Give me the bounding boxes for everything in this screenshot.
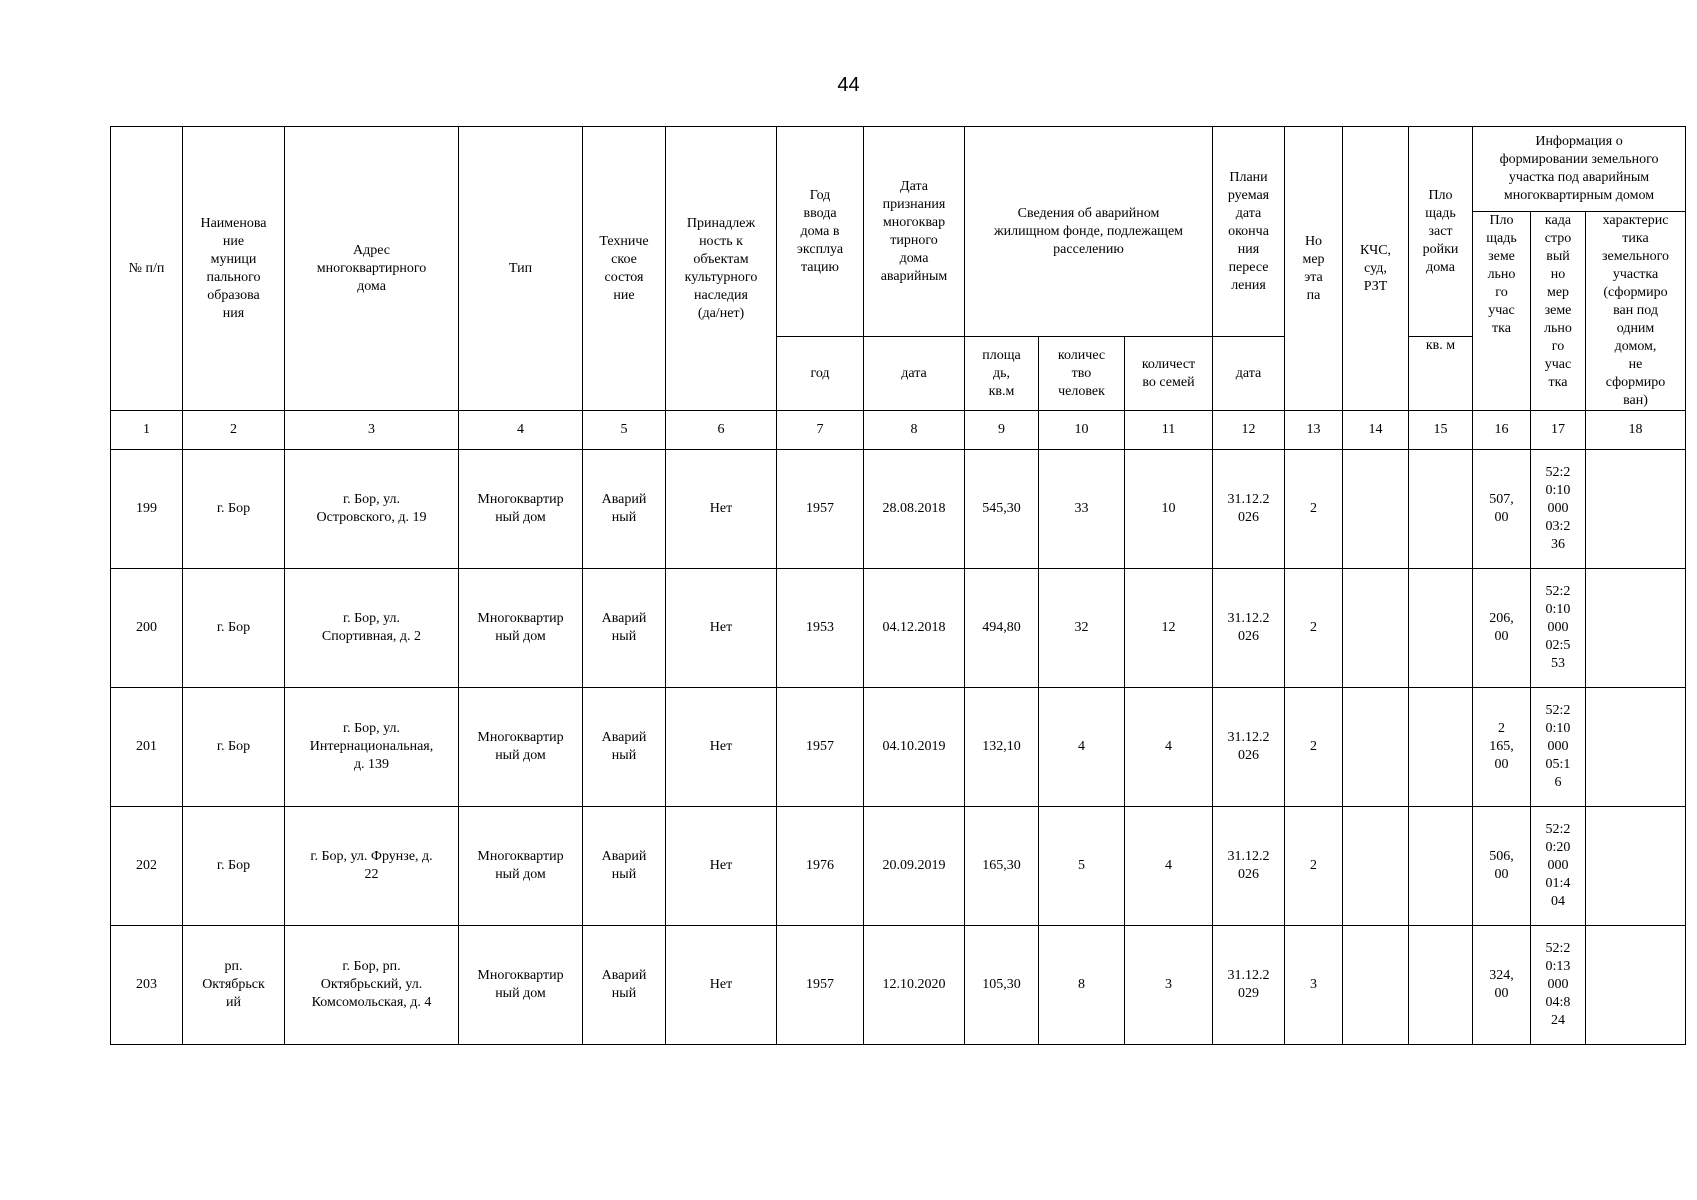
people-cell: 8 (1039, 926, 1125, 1045)
municipality-cell: г. Бор (183, 807, 285, 926)
address-cell: г. Бор, ул. Островского, д. 19 (285, 450, 459, 569)
cadastral-cell: 52:2 0:10 000 02:5 53 (1531, 569, 1586, 688)
table-row (111, 926, 1686, 1045)
type-cell: Многоквартир ный дом (459, 450, 583, 569)
land-characteristic-cell (1586, 569, 1686, 688)
column-number: 11 (1125, 411, 1213, 450)
area-cell: 545,30 (965, 450, 1039, 569)
address-cell: г. Бор, ул. Спортивная, д. 2 (285, 569, 459, 688)
stage-cell: 2 (1285, 450, 1343, 569)
date-cell: 12.10.2020 (864, 926, 965, 1045)
building-area-cell (1409, 569, 1473, 688)
column-number: 17 (1531, 411, 1586, 450)
header-sub-year: год (777, 337, 864, 411)
land-area-cell: 507, 00 (1473, 450, 1531, 569)
municipality-cell: г. Бор (183, 569, 285, 688)
stage-cell: 3 (1285, 926, 1343, 1045)
year-cell: 1957 (777, 688, 864, 807)
type-cell: Многоквартир ный дом (459, 807, 583, 926)
land-characteristic-cell (1586, 450, 1686, 569)
cadastral-cell: 52:2 0:13 000 04:8 24 (1531, 926, 1586, 1045)
header-kchs: КЧС, суд, РЗТ (1343, 127, 1409, 411)
table-row (111, 688, 1686, 807)
municipality-cell: рп. Октябрьск ий (183, 926, 285, 1045)
state-cell: Аварий ный (583, 450, 666, 569)
column-number: 12 (1213, 411, 1285, 450)
column-number: 2 (183, 411, 285, 450)
header-land-characteristic: характерис тика земельного участка (сформиро ван под одним домом, не сформиро ван) (1586, 212, 1686, 411)
header-sub-families: количест во семей (1125, 337, 1213, 411)
families-cell: 12 (1125, 569, 1213, 688)
people-cell: 5 (1039, 807, 1125, 926)
land-characteristic-cell (1586, 807, 1686, 926)
municipality-cell: г. Бор (183, 450, 285, 569)
year-cell: 1957 (777, 926, 864, 1045)
column-number: 7 (777, 411, 864, 450)
header-tech-state: Техниче ское состоя ние (583, 127, 666, 411)
building-area-cell (1409, 926, 1473, 1045)
land-area-cell: 2 165, 00 (1473, 688, 1531, 807)
type-cell: Многоквартир ный дом (459, 569, 583, 688)
state-cell: Аварий ный (583, 688, 666, 807)
kchs-cell (1343, 450, 1409, 569)
row-number: 202 (111, 807, 183, 926)
kchs-cell (1343, 688, 1409, 807)
municipality-cell: г. Бор (183, 688, 285, 807)
address-cell: г. Бор, ул. Интернациональная, д. 139 (285, 688, 459, 807)
header-address: Адрес многоквартирного дома (285, 127, 459, 411)
year-cell: 1957 (777, 450, 864, 569)
state-cell: Аварий ный (583, 807, 666, 926)
table-row (111, 569, 1686, 688)
date-cell: 20.09.2019 (864, 807, 965, 926)
cadastral-cell: 52:2 0:10 000 05:1 6 (1531, 688, 1586, 807)
column-number: 16 (1473, 411, 1531, 450)
year-cell: 1953 (777, 569, 864, 688)
header-sub-people: количес тво человек (1039, 337, 1125, 411)
people-cell: 33 (1039, 450, 1125, 569)
cadastral-cell: 52:2 0:10 000 03:2 36 (1531, 450, 1586, 569)
heritage-cell: Нет (666, 450, 777, 569)
header-num: № п/п (111, 127, 183, 411)
stage-cell: 2 (1285, 807, 1343, 926)
header-stage-number: Но мер эта па (1285, 127, 1343, 411)
date-cell: 28.08.2018 (864, 450, 965, 569)
land-characteristic-cell (1586, 688, 1686, 807)
header-year-commission: Год ввода дома в эксплуа тацию (777, 127, 864, 337)
column-number: 18 (1586, 411, 1686, 450)
people-cell: 4 (1039, 688, 1125, 807)
header-sub-planned-date: дата (1213, 337, 1285, 411)
column-number: 15 (1409, 411, 1473, 450)
column-number: 9 (965, 411, 1039, 450)
type-cell: Многоквартир ный дом (459, 926, 583, 1045)
header-land-info: Информация о формировании земельного участка под аварийным многоквартирным домом (1473, 127, 1686, 212)
type-cell: Многоквартир ный дом (459, 688, 583, 807)
emergency-housing-table (110, 126, 1686, 1045)
table-row (111, 450, 1686, 569)
header-sub-date: дата (864, 337, 965, 411)
table-body (111, 450, 1686, 1045)
heritage-cell: Нет (666, 807, 777, 926)
families-cell: 4 (1125, 688, 1213, 807)
column-number: 3 (285, 411, 459, 450)
families-cell: 4 (1125, 807, 1213, 926)
planned-date-cell: 31.12.2 026 (1213, 450, 1285, 569)
row-number: 201 (111, 688, 183, 807)
column-number: 1 (111, 411, 183, 450)
stage-cell: 2 (1285, 688, 1343, 807)
table-row (111, 807, 1686, 926)
area-cell: 105,30 (965, 926, 1039, 1045)
header-sub-unit-15: кв. м (1409, 337, 1473, 411)
column-number: 10 (1039, 411, 1125, 450)
column-number: 5 (583, 411, 666, 450)
cadastral-cell: 52:2 0:20 000 01:4 04 (1531, 807, 1586, 926)
header-sub-area: площа дь, кв.м (965, 337, 1039, 411)
header-date-emergency: Дата признания многоквар тирного дома аварийным (864, 127, 965, 337)
header-municipality: Наименова ние муници пального образова ния (183, 127, 285, 411)
planned-date-cell: 31.12.2 029 (1213, 926, 1285, 1045)
column-number: 8 (864, 411, 965, 450)
column-number: 6 (666, 411, 777, 450)
area-cell: 132,10 (965, 688, 1039, 807)
column-number: 14 (1343, 411, 1409, 450)
row-number: 199 (111, 450, 183, 569)
planned-date-cell: 31.12.2 026 (1213, 807, 1285, 926)
header-heritage: Принадлеж ность к объектам культурного наследия (да/нет) (666, 127, 777, 411)
kchs-cell (1343, 926, 1409, 1045)
header-type: Тип (459, 127, 583, 411)
column-number: 13 (1285, 411, 1343, 450)
stage-cell: 2 (1285, 569, 1343, 688)
header-cadastral: када стро вый но мер земе льно го учас тка (1531, 212, 1586, 411)
planned-date-cell: 31.12.2 026 (1213, 688, 1285, 807)
families-cell: 3 (1125, 926, 1213, 1045)
header-planned-date: Плани руемая дата оконча ния пересе ления (1213, 127, 1285, 337)
kchs-cell (1343, 569, 1409, 688)
header-building-area: Пло щадь заст ройки дома (1409, 127, 1473, 337)
building-area-cell (1409, 807, 1473, 926)
heritage-cell: Нет (666, 688, 777, 807)
header-land-area: Пло щадь земе льно го учас тка (1473, 212, 1531, 411)
address-cell: г. Бор, ул. Фрунзе, д. 22 (285, 807, 459, 926)
heritage-cell: Нет (666, 569, 777, 688)
building-area-cell (1409, 450, 1473, 569)
header-housing-info: Сведения об аварийном жилищном фонде, подлежащем расселению (965, 127, 1213, 337)
land-area-cell: 506, 00 (1473, 807, 1531, 926)
row-number: 200 (111, 569, 183, 688)
year-cell: 1976 (777, 807, 864, 926)
land-area-cell: 324, 00 (1473, 926, 1531, 1045)
column-number-row (111, 411, 1686, 450)
date-cell: 04.12.2018 (864, 569, 965, 688)
land-area-cell: 206, 00 (1473, 569, 1531, 688)
families-cell: 10 (1125, 450, 1213, 569)
address-cell: г. Бор, рп. Октябрьский, ул. Комсомольская, д. 4 (285, 926, 459, 1045)
state-cell: Аварий ный (583, 926, 666, 1045)
area-cell: 494,80 (965, 569, 1039, 688)
kchs-cell (1343, 807, 1409, 926)
planned-date-cell: 31.12.2 026 (1213, 569, 1285, 688)
area-cell: 165,30 (965, 807, 1039, 926)
date-cell: 04.10.2019 (864, 688, 965, 807)
building-area-cell (1409, 688, 1473, 807)
state-cell: Аварий ный (583, 569, 666, 688)
heritage-cell: Нет (666, 926, 777, 1045)
page-number: 44 (837, 74, 860, 96)
land-characteristic-cell (1586, 926, 1686, 1045)
row-number: 203 (111, 926, 183, 1045)
people-cell: 32 (1039, 569, 1125, 688)
column-number: 4 (459, 411, 583, 450)
